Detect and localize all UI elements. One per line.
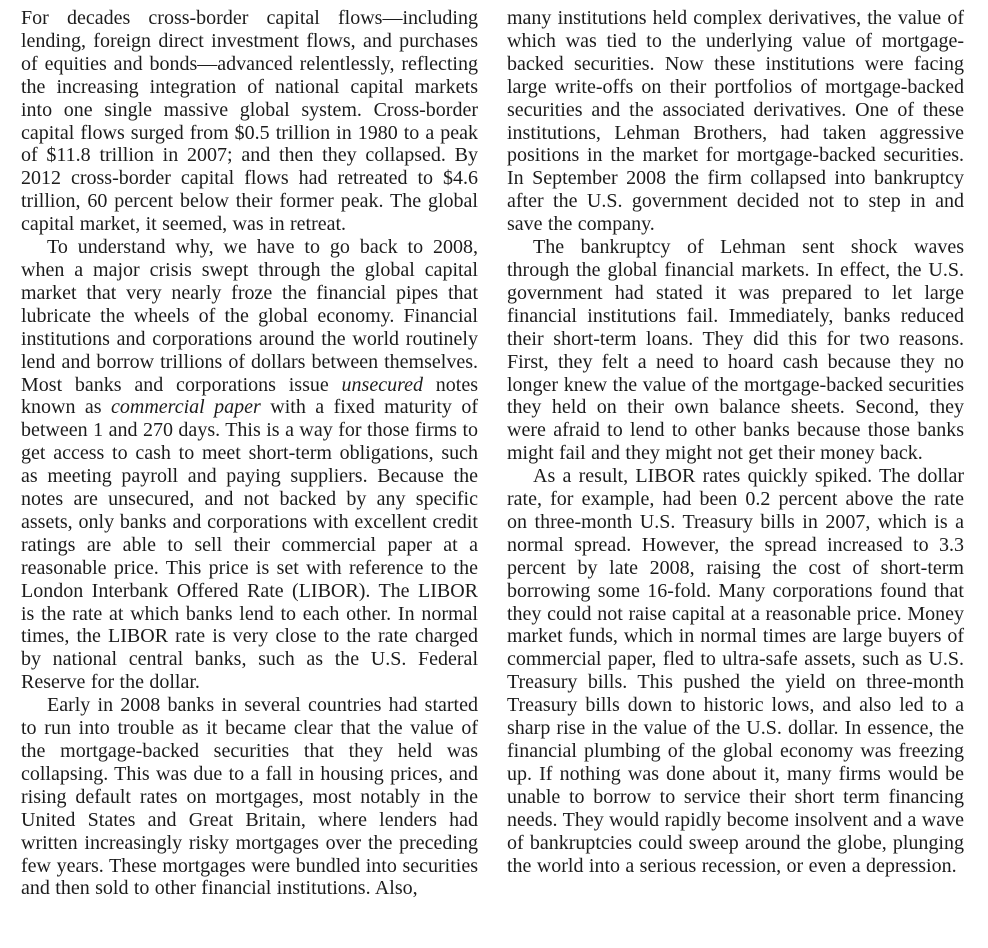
- paragraph-text: For decades cross-border capital flows—including lending, foreign direct investment flows, and purchases of equities and bonds—advanced relentlessly, reflecting the increasing integration of national capital markets into one single massive global system. Cross-border capital flows surged from $0.5 trillion in 1980 to a peak of $11.8 trillion in 2007; and then they collapsed. By 2012 cross-border capital flows had retreated to $4.6 trillion, 60 percent below their former peak. The global capital market, it seemed, was in retreat.: [21, 7, 478, 236]
- italic-term-unsecured: unsecured: [341, 373, 423, 396]
- paragraph-text: As a result, LIBOR rates quickly spiked. The dollar rate, for example, had been 0.2 percent above the rate on three-month U.S. Treasury bills in 2007, which is a normal spread. However, the spread increased to 3.3 percent by late 2008, raising the cost of short-term borrowing some 16-fold. Many corporations found that they could not raise capital at a reasonable price. Money market funds, which in normal times are large buyers of commercial paper, fled to ultra-safe assets, such as U.S. Treasury bills. This pushed the yield on three-month Treasury bills down to historic lows, and also led to a sharp rise in the value of the U.S. dollar. In essence, the financial plumbing of the global economy was freezing up. If nothing was done about it, many firms would be unable to borrow to service their short term financing needs. They would rapidly become insolvent and a wave of bankruptcies could sweep around the globe, plunging the world into a serious recession, or even a depression.: [507, 465, 964, 877]
- paragraph-2008-crisis: [21, 236, 478, 694]
- text-column-right: [507, 7, 964, 900]
- paragraph-libor-spike: [507, 465, 964, 877]
- paragraph-text: Early in 2008 banks in several countries had started to run into trouble as it became clear that the value of the mortgage-backed securities that they held was collapsing. This was due to a fall in housing prices, and rising default rates on mortgages, most notably in the United States and Great Britain, where lenders had written increasingly risky mortgages over the preceding few years. These mortgages were bundled into securities and then sold to other financial institutions. Also,: [21, 694, 478, 900]
- paragraph-derivatives-lehman: [507, 7, 964, 236]
- paragraph-text: To understand why, we have to go back to 2008, when a major crisis swept through the global capital market that very nearly froze the financial pipes that lubricate the wheels of the global economy. Financial institutions and corporations around the world routinely lend and borrow trillions of dollars between themselves. Most banks and corporations issue: [21, 236, 478, 396]
- paragraph-early-2008-banks: [21, 694, 478, 900]
- paragraph-capital-flows: [21, 7, 478, 236]
- paragraph-text: The bankruptcy of Lehman sent shock waves through the global financial markets. In effect, the U.S. government had stated it was prepared to let large financial institutions fail. Immediately, banks reduced their short-term loans. They did this for two reasons. First, they felt a need to hoard cash because they no longer knew the value of the mortgage-backed securities they held on their own balance sheets. Second, they were afraid to lend to other banks because those banks might fail and they might not get their money back.: [507, 236, 964, 465]
- italic-term-commercial-paper: commercial paper: [111, 396, 261, 419]
- paragraph-text: notes known as: [21, 373, 478, 419]
- text-column-left: [21, 7, 478, 900]
- paragraph-text: many institutions held complex derivatives, the value of which was tied to the underlying value of mortgage-backed securities. Now these institutions were facing large write-offs on their portfolios of mortgage-backed securities and the associated derivatives. One of these institutions, Lehman Brothers, had taken aggressive positions in the market for mortgage-backed securities. In September 2008 the firm collapsed into bankruptcy after the U.S. government decided not to step in and save the company.: [507, 7, 964, 236]
- paragraph-lehman-bankruptcy: [507, 236, 964, 465]
- paragraph-text: with a fixed maturity of between 1 and 270 days. This is a way for those firms to get access to cash to meet short-term obligations, such as meeting payroll and paying suppliers. Because the notes are unsecured, and not backed by any specific assets, only banks and corporations with excellent credit ratings are able to sell their commercial paper at a reasonable price. This price is set with reference to the London Interbank Offered Rate (LIBOR). The LIBOR is the rate at which banks lend to each other. In normal times, the LIBOR rate is very close to the rate charged by national central banks, such as the U.S. Federal Reserve for the dollar.: [21, 396, 479, 694]
- two-column-layout: [21, 7, 964, 900]
